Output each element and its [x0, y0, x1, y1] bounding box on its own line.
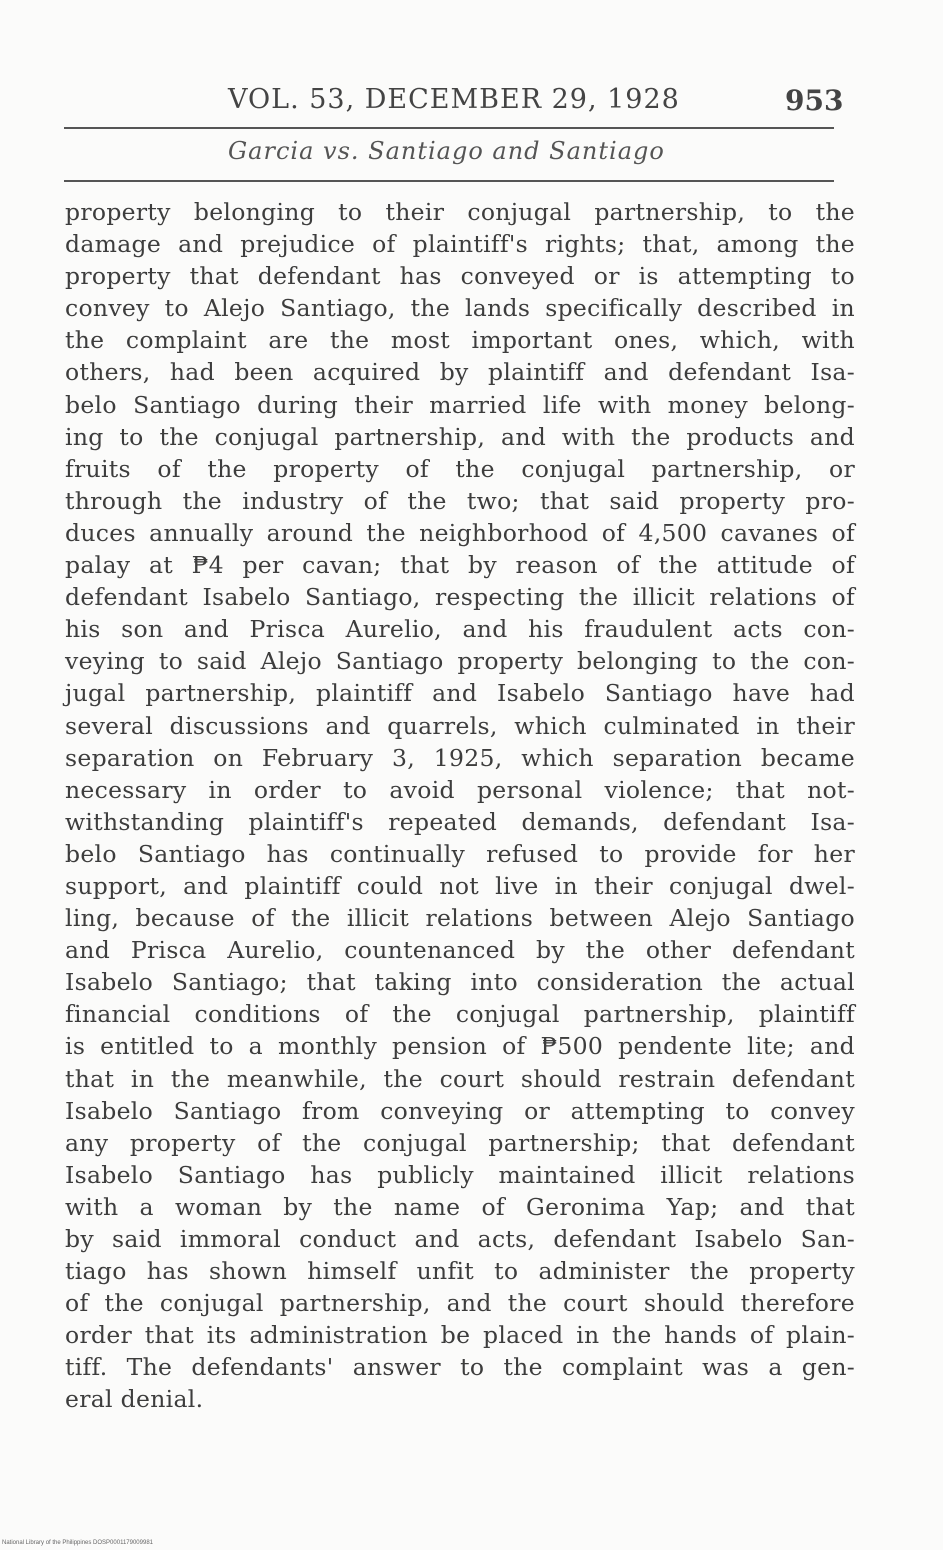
text-line: his son and Prisca Aurelio, and his fraudulent acts con-	[65, 615, 855, 644]
page-number: 953	[785, 84, 844, 117]
header-rule-top	[64, 127, 834, 129]
text-line: financial conditions of the conjugal partnership, plaintiff	[65, 1000, 855, 1029]
text-line: order that its administration be placed in the hands of plain-	[65, 1321, 855, 1350]
text-line: Isabelo Santiago; that taking into consideration the actual	[65, 968, 855, 997]
text-line: veying to said Alejo Santiago property belonging to the con-	[65, 647, 855, 676]
text-line: several discussions and quarrels, which culminated in their	[65, 711, 855, 740]
text-line: fruits of the property of the conjugal partnership, or	[65, 454, 855, 483]
text-line: necessary in order to avoid personal violence; that not-	[65, 775, 855, 804]
text-line: and Prisca Aurelio, countenanced by the other defendant	[65, 936, 855, 965]
text-line: tiff. The defendants' answer to the complaint was a gen-	[65, 1353, 855, 1382]
body-text	[65, 196, 855, 1416]
text-line: Isabelo Santiago from conveying or attempting to convey	[65, 1096, 855, 1125]
text-line: ling, because of the illicit relations between Alejo Santiago	[65, 904, 855, 933]
scan-source-note: National Library of the Philippines DOSP0001179009981	[2, 1540, 153, 1546]
running-head-volume-date: VOL. 53, DECEMBER 29, 1928	[228, 84, 680, 115]
text-line: of the conjugal partnership, and the court should therefore	[65, 1289, 855, 1318]
text-line: Isabelo Santiago has publicly maintained illicit relations	[65, 1160, 855, 1189]
text-line: the complaint are the most important ones, which, with	[65, 326, 855, 355]
text-line: convey to Alejo Santiago, the lands specifically described in	[65, 294, 855, 323]
text-line: with a woman by the name of Geronima Yap; and that	[65, 1192, 855, 1221]
text-line: through the industry of the two; that said property pro-	[65, 486, 855, 515]
text-line: defendant Isabelo Santiago, respecting the illicit relations of	[65, 583, 855, 612]
case-title: Garcia vs. Santiago and Santiago	[228, 137, 665, 165]
header-rule-bottom	[64, 180, 834, 182]
text-line: support, and plaintiff could not live in their conjugal dwel-	[65, 871, 855, 900]
text-line: others, had been acquired by plaintiff and defendant Isa-	[65, 358, 855, 387]
text-line: damage and prejudice of plaintiff's rights; that, among the	[65, 230, 855, 259]
text-line: property belonging to their conjugal partnership, to the	[65, 198, 855, 226]
text-line: is entitled to a monthly pension of ₱500 pendente lite; and	[65, 1032, 855, 1061]
text-line: belo Santiago during their married life with money belong-	[65, 390, 855, 419]
text-line: by said immoral conduct and acts, defendant Isabelo San-	[65, 1225, 855, 1253]
text-line: tiago has shown himself unfit to administer the property	[65, 1257, 855, 1286]
text-line: that in the meanwhile, the court should restrain defendant	[65, 1064, 855, 1093]
text-line: property that defendant has conveyed or is attempting to	[65, 262, 855, 291]
text-line: jugal partnership, plaintiff and Isabelo Santiago have had	[65, 679, 855, 708]
text-line: any property of the conjugal partnership; that defendant	[65, 1128, 855, 1157]
text-line: duces annually around the neighborhood of 4,500 cavanes of	[65, 518, 855, 547]
text-line: eral denial.	[65, 1385, 204, 1414]
text-line: belo Santiago has continually refused to provide for her	[65, 839, 855, 868]
text-line: palay at ₱4 per cavan; that by reason of the attitude of	[65, 551, 855, 580]
text-line: withstanding plaintiff's repeated demands, defendant Isa-	[65, 807, 855, 836]
text-line: ing to the conjugal partnership, and with the products and	[65, 422, 855, 451]
text-line: separation on February 3, 1925, which separation became	[65, 743, 855, 772]
